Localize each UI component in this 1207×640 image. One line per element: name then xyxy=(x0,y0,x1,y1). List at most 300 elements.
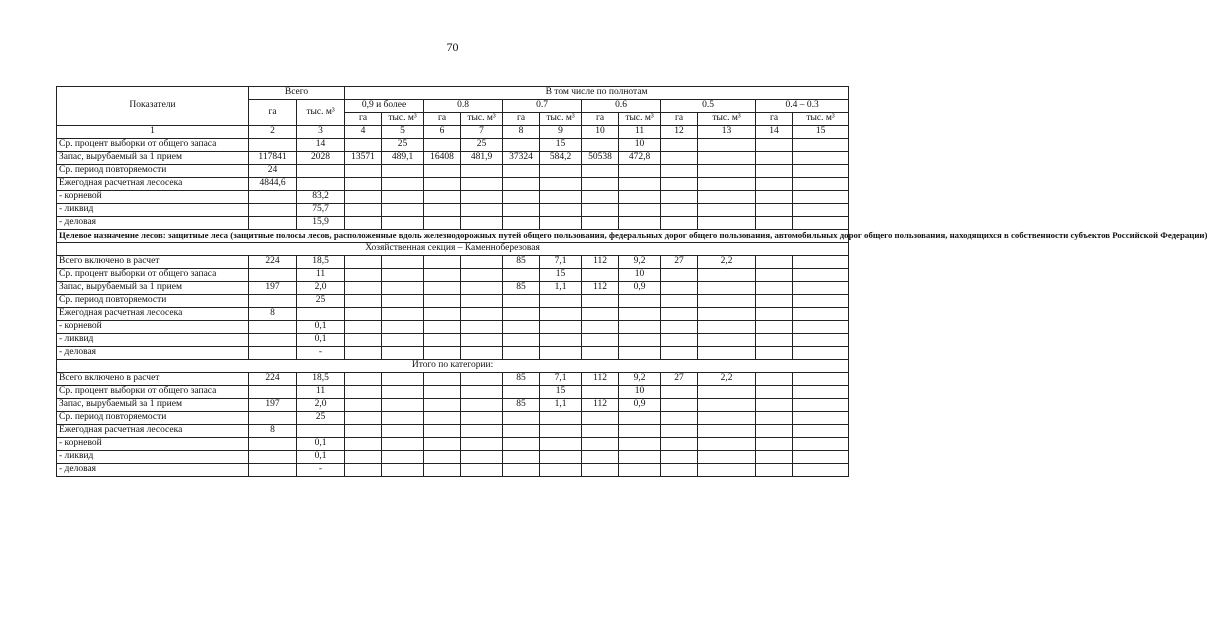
table-cell xyxy=(793,412,849,425)
table-cell xyxy=(793,451,849,464)
table-cell xyxy=(297,425,345,438)
table-cell xyxy=(461,178,503,191)
page-number: 70 xyxy=(446,40,459,54)
table-cell xyxy=(793,308,849,321)
table-cell xyxy=(345,464,382,477)
table-cell xyxy=(503,308,540,321)
table-cell xyxy=(582,178,619,191)
table-cell: 112 xyxy=(582,399,619,412)
table-cell xyxy=(756,373,793,386)
density-header: 0,9 и более xyxy=(345,100,424,113)
table-cell xyxy=(503,334,540,347)
table-cell xyxy=(756,321,793,334)
table-cell xyxy=(249,386,297,399)
table-cell: 15 xyxy=(540,139,582,152)
table-cell xyxy=(756,334,793,347)
table-cell xyxy=(619,464,661,477)
row-label: Ср. период повторяемости xyxy=(57,295,249,308)
unit-m3-header: тыс. м³ xyxy=(461,113,503,126)
table-row xyxy=(57,139,849,152)
column-number: 14 xyxy=(756,126,793,139)
table-cell xyxy=(424,438,461,451)
row-label: - деловая xyxy=(57,347,249,360)
unit-m3-header: тыс. м³ xyxy=(793,113,849,126)
table-cell xyxy=(661,386,698,399)
table-cell xyxy=(756,438,793,451)
table-cell: 18,5 xyxy=(297,373,345,386)
column-number: 12 xyxy=(661,126,698,139)
table-cell: 13571 xyxy=(345,152,382,165)
table-cell xyxy=(698,139,756,152)
table-cell xyxy=(345,269,382,282)
table-cell xyxy=(793,191,849,204)
table-row xyxy=(57,412,849,425)
column-number: 6 xyxy=(424,126,461,139)
row-label: Ср. процент выборки от общего запаса xyxy=(57,386,249,399)
table-row xyxy=(57,282,849,295)
table-cell xyxy=(249,412,297,425)
table-cell xyxy=(503,204,540,217)
column-number: 1 xyxy=(57,126,249,139)
table-cell: 24 xyxy=(249,165,297,178)
table-cell xyxy=(424,282,461,295)
table-cell xyxy=(793,347,849,360)
table-cell xyxy=(540,412,582,425)
table-cell xyxy=(424,412,461,425)
table-cell xyxy=(540,464,582,477)
table-cell xyxy=(698,464,756,477)
table-cell xyxy=(461,386,503,399)
row-label: Ср. период повторяемости xyxy=(57,412,249,425)
table-cell xyxy=(382,399,424,412)
table-cell xyxy=(756,308,793,321)
table-cell xyxy=(249,347,297,360)
table-cell xyxy=(461,373,503,386)
table-cell xyxy=(461,347,503,360)
table-cell: 112 xyxy=(582,373,619,386)
table-cell xyxy=(249,438,297,451)
column-number: 13 xyxy=(698,126,756,139)
header-row-1 xyxy=(57,87,849,100)
table-cell xyxy=(503,412,540,425)
table-cell xyxy=(540,204,582,217)
table-cell xyxy=(249,334,297,347)
table-cell xyxy=(382,464,424,477)
row-label: - корневой xyxy=(57,321,249,334)
table-cell: 0,1 xyxy=(297,451,345,464)
table-cell xyxy=(756,425,793,438)
table-cell xyxy=(249,451,297,464)
table-cell xyxy=(503,191,540,204)
table-cell xyxy=(297,308,345,321)
table-cell xyxy=(698,191,756,204)
table-cell xyxy=(249,269,297,282)
column-number: 15 xyxy=(793,126,849,139)
table-cell: 489,1 xyxy=(382,152,424,165)
table-cell xyxy=(582,347,619,360)
table-cell xyxy=(661,308,698,321)
table-cell xyxy=(582,334,619,347)
total-ha-header: га xyxy=(249,100,297,126)
table-cell xyxy=(793,269,849,282)
table-cell xyxy=(345,217,382,230)
table-cell xyxy=(619,425,661,438)
table-cell xyxy=(756,256,793,269)
table-row xyxy=(57,321,849,334)
unit-m3-header: тыс. м³ xyxy=(619,113,661,126)
table-cell xyxy=(661,399,698,412)
table-cell xyxy=(661,269,698,282)
table-cell xyxy=(424,386,461,399)
table-cell xyxy=(661,425,698,438)
table-cell xyxy=(540,438,582,451)
table-cell xyxy=(503,321,540,334)
table-cell: 50538 xyxy=(582,152,619,165)
table-row xyxy=(57,269,849,282)
density-header: 0.8 xyxy=(424,100,503,113)
table-cell xyxy=(582,464,619,477)
table-cell: 25 xyxy=(382,139,424,152)
forest-cut-table xyxy=(56,86,1207,477)
table-cell xyxy=(619,295,661,308)
density-header: 0.6 xyxy=(582,100,661,113)
section-title xyxy=(57,230,1207,243)
table-cell xyxy=(540,191,582,204)
row-label: - деловая xyxy=(57,464,249,477)
table-cell: 25 xyxy=(461,139,503,152)
table-cell xyxy=(382,425,424,438)
table-cell xyxy=(793,295,849,308)
unit-m3-header: тыс. м³ xyxy=(698,113,756,126)
row-label: - корневой xyxy=(57,438,249,451)
table-cell xyxy=(345,347,382,360)
table-cell xyxy=(424,139,461,152)
table-cell xyxy=(503,464,540,477)
row-label: Ежегодная расчетная лесосека xyxy=(57,308,249,321)
table-cell xyxy=(249,321,297,334)
table-row xyxy=(57,256,849,269)
table-cell xyxy=(345,204,382,217)
table-cell xyxy=(698,451,756,464)
table-cell xyxy=(297,165,345,178)
table-cell xyxy=(382,178,424,191)
table-cell xyxy=(249,217,297,230)
table-cell xyxy=(461,399,503,412)
table-cell xyxy=(249,464,297,477)
table-cell: 4844,6 xyxy=(249,178,297,191)
table-cell xyxy=(540,334,582,347)
table-cell xyxy=(345,165,382,178)
table-cell xyxy=(793,217,849,230)
table-cell xyxy=(382,191,424,204)
table-cell xyxy=(793,464,849,477)
table-cell xyxy=(698,321,756,334)
table-cell: 10 xyxy=(619,386,661,399)
table-cell xyxy=(249,295,297,308)
row-label: Ежегодная расчетная лесосека xyxy=(57,425,249,438)
table-cell xyxy=(582,269,619,282)
category-total-title: Итого по категории: xyxy=(57,360,849,373)
table-cell xyxy=(461,217,503,230)
table-cell xyxy=(461,165,503,178)
table-cell xyxy=(424,217,461,230)
table-cell xyxy=(661,464,698,477)
table-cell xyxy=(698,204,756,217)
table-body xyxy=(57,87,1207,477)
table-cell xyxy=(503,178,540,191)
table-cell xyxy=(503,438,540,451)
table-cell xyxy=(461,412,503,425)
table-cell xyxy=(540,425,582,438)
table-cell xyxy=(756,386,793,399)
table-cell: 37324 xyxy=(503,152,540,165)
column-number: 4 xyxy=(345,126,382,139)
row-label: Запас, вырубаемый за 1 прием xyxy=(57,399,249,412)
table-cell xyxy=(345,451,382,464)
table-cell xyxy=(345,425,382,438)
row-label: Ежегодная расчетная лесосека xyxy=(57,178,249,191)
table-cell: 75,7 xyxy=(297,204,345,217)
table-cell xyxy=(461,269,503,282)
table-cell: 7,1 xyxy=(540,256,582,269)
table-row xyxy=(57,464,849,477)
table-cell xyxy=(249,139,297,152)
table-row xyxy=(57,425,849,438)
table-cell: 197 xyxy=(249,399,297,412)
table-cell xyxy=(756,412,793,425)
table-cell xyxy=(345,373,382,386)
total-header: Всего xyxy=(249,87,345,100)
table-cell xyxy=(345,438,382,451)
table-cell xyxy=(382,308,424,321)
table-cell xyxy=(424,269,461,282)
table-cell xyxy=(540,178,582,191)
table-cell: 1,1 xyxy=(540,399,582,412)
table-cell xyxy=(582,321,619,334)
table-cell xyxy=(345,178,382,191)
table-cell xyxy=(756,165,793,178)
table-cell xyxy=(793,204,849,217)
table-cell xyxy=(793,438,849,451)
table-row xyxy=(57,178,849,191)
table-cell xyxy=(661,165,698,178)
table-cell: 27 xyxy=(661,256,698,269)
table-cell xyxy=(424,191,461,204)
table-cell xyxy=(540,308,582,321)
table-cell: 2,2 xyxy=(698,373,756,386)
table-cell xyxy=(424,334,461,347)
table-cell xyxy=(345,139,382,152)
table-cell: 85 xyxy=(503,282,540,295)
table-cell xyxy=(503,295,540,308)
table-row xyxy=(57,165,849,178)
table-cell xyxy=(619,308,661,321)
table-cell xyxy=(756,269,793,282)
table-cell xyxy=(793,282,849,295)
table-cell: 0,9 xyxy=(619,282,661,295)
column-number: 8 xyxy=(503,126,540,139)
table-cell xyxy=(461,425,503,438)
table-cell xyxy=(661,204,698,217)
table-cell xyxy=(382,373,424,386)
table-cell xyxy=(503,425,540,438)
table-cell xyxy=(698,412,756,425)
table-row xyxy=(57,334,849,347)
table-cell xyxy=(661,217,698,230)
table-cell xyxy=(661,152,698,165)
table-cell xyxy=(297,178,345,191)
table-cell: 0,9 xyxy=(619,399,661,412)
table-cell xyxy=(540,321,582,334)
table-cell xyxy=(345,256,382,269)
table-cell xyxy=(382,386,424,399)
indicators-header: Показатели xyxy=(57,87,249,126)
table-cell xyxy=(382,438,424,451)
column-number: 3 xyxy=(297,126,345,139)
table-cell: 0,1 xyxy=(297,321,345,334)
table-cell: 0,1 xyxy=(297,334,345,347)
unit-ha-header: га xyxy=(424,113,461,126)
table-cell xyxy=(540,451,582,464)
table-cell xyxy=(698,178,756,191)
table-cell: - xyxy=(297,347,345,360)
row-label: - корневой xyxy=(57,191,249,204)
table-cell: 1,1 xyxy=(540,282,582,295)
density-header: 0.7 xyxy=(503,100,582,113)
table-cell: 7,1 xyxy=(540,373,582,386)
unit-m3-header: тыс. м³ xyxy=(540,113,582,126)
table-cell xyxy=(619,438,661,451)
by-density-header: В том числе по полнотам xyxy=(345,87,849,100)
table-cell xyxy=(382,451,424,464)
table-cell xyxy=(424,321,461,334)
table-cell xyxy=(756,295,793,308)
table-row xyxy=(57,204,849,217)
table-cell xyxy=(382,256,424,269)
table-cell xyxy=(382,282,424,295)
table-cell xyxy=(661,139,698,152)
table-cell xyxy=(345,295,382,308)
table-cell xyxy=(382,334,424,347)
table-cell: 18,5 xyxy=(297,256,345,269)
table-cell: 117841 xyxy=(249,152,297,165)
table-cell xyxy=(793,178,849,191)
table-cell xyxy=(698,386,756,399)
table-cell: 85 xyxy=(503,373,540,386)
table-cell xyxy=(793,386,849,399)
table-cell xyxy=(756,399,793,412)
row-label: Всего включено в расчет xyxy=(57,256,249,269)
section-subtitle-row xyxy=(57,243,849,256)
table-cell xyxy=(793,321,849,334)
table-cell xyxy=(661,191,698,204)
table-cell xyxy=(424,451,461,464)
table-cell xyxy=(424,295,461,308)
column-number-row xyxy=(57,126,849,139)
table-cell: 2,2 xyxy=(698,256,756,269)
section-title-text: Целевое назначение лесов: защитные леса (защитные полосы лесов, расположенные вдоль железнодорожных путей общего пользования, федеральных дорог общего пользования, автомобильных дорог общего пользования, находящихся в собственности субъектов Российской Федерации) xyxy=(59,230,1207,241)
table-cell xyxy=(461,451,503,464)
table-cell xyxy=(461,204,503,217)
table-cell xyxy=(382,321,424,334)
table-cell xyxy=(503,386,540,399)
table-cell xyxy=(619,178,661,191)
table-cell xyxy=(582,425,619,438)
table-cell xyxy=(424,204,461,217)
table-cell xyxy=(461,438,503,451)
table-cell xyxy=(698,399,756,412)
row-label: Запас, вырубаемый за 1 прием xyxy=(57,152,249,165)
table-cell xyxy=(424,308,461,321)
table-cell xyxy=(661,334,698,347)
table-cell xyxy=(619,451,661,464)
table-cell xyxy=(345,334,382,347)
table-cell xyxy=(424,464,461,477)
table-cell xyxy=(582,139,619,152)
table-cell xyxy=(793,165,849,178)
table-row xyxy=(57,295,849,308)
table-cell: 2,0 xyxy=(297,399,345,412)
table-cell xyxy=(619,412,661,425)
table-cell xyxy=(540,347,582,360)
row-label: - ликвид xyxy=(57,451,249,464)
table-cell xyxy=(345,321,382,334)
table-cell xyxy=(345,191,382,204)
table-cell xyxy=(582,165,619,178)
table-cell xyxy=(698,308,756,321)
table-cell xyxy=(793,425,849,438)
table-cell xyxy=(382,295,424,308)
table-cell xyxy=(424,347,461,360)
table-cell xyxy=(461,256,503,269)
table-cell: 25 xyxy=(297,295,345,308)
table-cell: 11 xyxy=(297,269,345,282)
table-cell xyxy=(582,451,619,464)
table-cell xyxy=(582,204,619,217)
table-cell xyxy=(661,282,698,295)
table-cell xyxy=(756,178,793,191)
table-cell xyxy=(661,347,698,360)
table-cell xyxy=(698,165,756,178)
table-cell xyxy=(582,295,619,308)
column-number: 7 xyxy=(461,126,503,139)
table-cell: 83,2 xyxy=(297,191,345,204)
table-cell xyxy=(793,399,849,412)
table-cell xyxy=(793,152,849,165)
table-cell: 9,2 xyxy=(619,373,661,386)
table-cell: 224 xyxy=(249,256,297,269)
table-cell xyxy=(382,217,424,230)
table-cell xyxy=(698,282,756,295)
column-number: 5 xyxy=(382,126,424,139)
table-row xyxy=(57,308,849,321)
table-row xyxy=(57,451,849,464)
row-label: Всего включено в расчет xyxy=(57,373,249,386)
table-cell xyxy=(345,386,382,399)
table-cell xyxy=(756,139,793,152)
table-cell: 14 xyxy=(297,139,345,152)
table-cell: 0,1 xyxy=(297,438,345,451)
table-cell: - xyxy=(297,464,345,477)
table-cell: 481,9 xyxy=(461,152,503,165)
density-header: 0.5 xyxy=(661,100,756,113)
unit-ha-header: га xyxy=(582,113,619,126)
table-cell: 27 xyxy=(661,373,698,386)
table-cell xyxy=(619,334,661,347)
table-cell: 2028 xyxy=(297,152,345,165)
unit-ha-header: га xyxy=(503,113,540,126)
table-cell xyxy=(756,282,793,295)
